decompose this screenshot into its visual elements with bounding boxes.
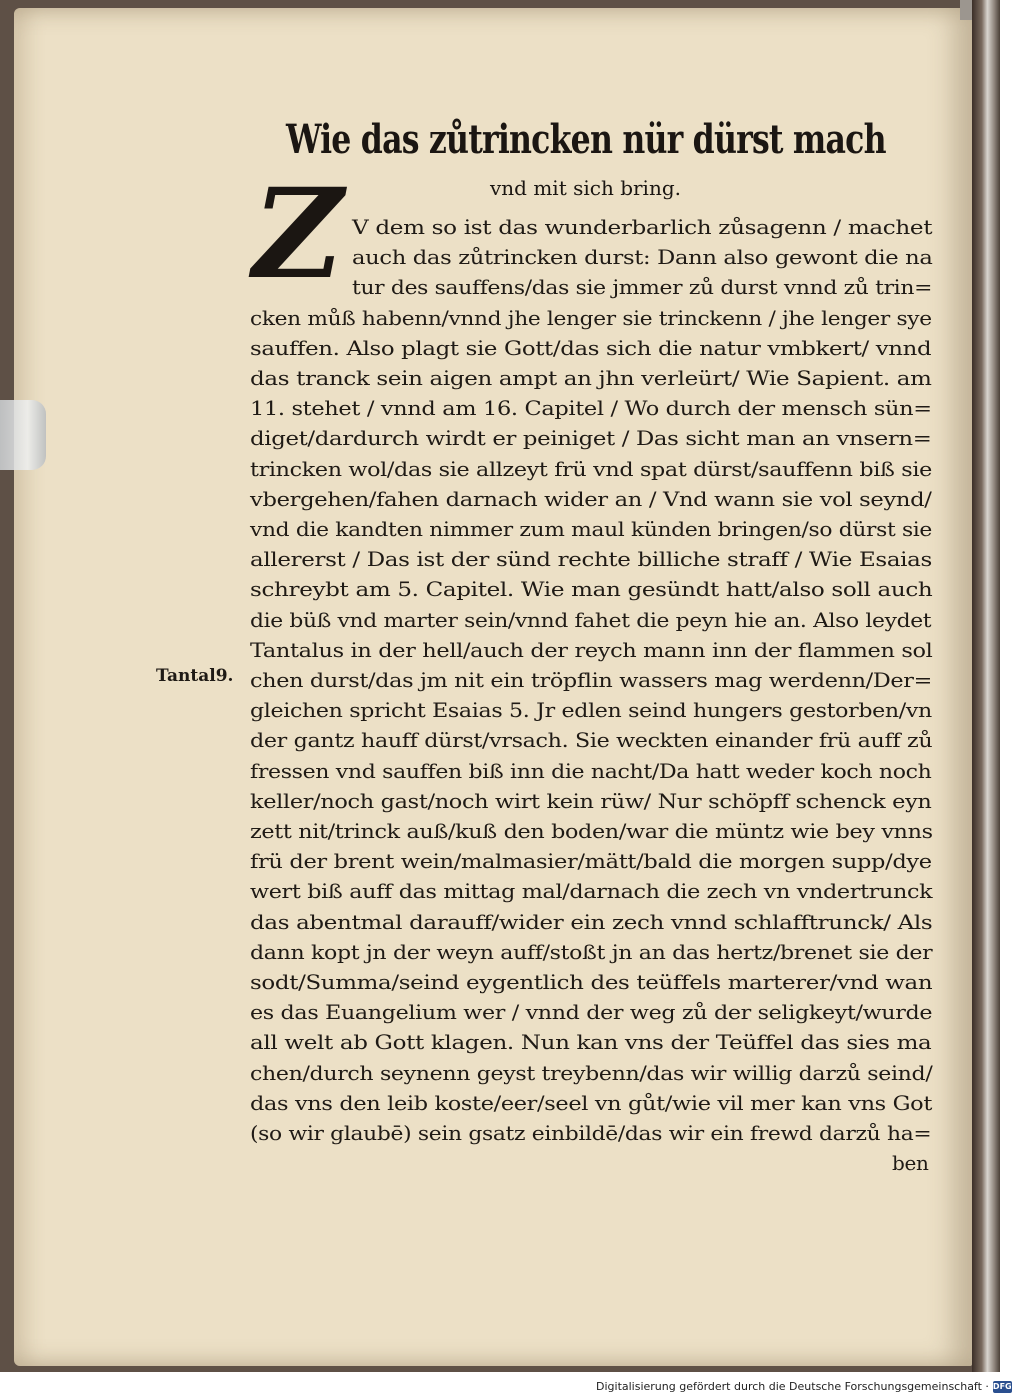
text-line: all welt ab Gott klagen. Nun kan vns der Teüffel das sies ma [250,1030,932,1055]
text-line: trincken wol/das sie allzeyt frü vnd spat dürst/sauffenn biß sie [250,456,932,481]
text-line: vnd die kandten nimmer zum maul künden bringen/so dürst sie [250,517,932,541]
text-line: cken můß habenn/vnnd jhe lenger sie trinckenn / jhe lenger sye [250,305,932,330]
text-line: tur des sauffens/das sie jmmer zů durst vnnd zů trin= [352,275,933,300]
text-line: ben [892,1151,929,1176]
text-line: dann kopt jn der weyn auff/stoßt jn an das hertz/brenet sie der [250,939,933,964]
text-line: allererst / Das ist der sünd rechte billiche straff / Wie Esaias [250,547,932,572]
text-line: das vns den leib koste/eer/seel vn gůt/wie vil mer kan vns Got [250,1090,932,1115]
decorated-initial: Z [252,162,344,307]
text-line: frü der brent wein/malmasier/mätt/bald die morgen supp/dye [250,849,932,874]
footer [596,1380,1012,1393]
text-line: das tranck sein aigen ampt an jhn verleürt/ Wie Sapient. am [250,366,932,390]
text-line: fressen vnd sauffen biß inn die nacht/Da hatt weder koch noch [250,758,932,783]
text-line: vbergehen/fahen darnach wider an / Vnd wann sie vol seynd/ [250,486,932,511]
text-line: das abentmal darauff/wider ein zech vnnd schlafftrunck/ Als [250,909,933,934]
text-line: zett nit/trinck auß/kuß den boden/war die müntz wie bey vnns [250,819,933,843]
text-line: chen durst/das jm nit ein tröpflin wassers mag werdenn/Der= [250,668,932,692]
text-line: wert biß auff das mittag mal/darnach die zech vn vndertrunck [250,879,933,904]
text-line: V dem so ist das wunderbarlich zůsagenn / machet [352,215,933,239]
text-line: es das Euangelium wer / vnnd der weg zů der seligkeyt/wurde [250,1000,933,1025]
text-line: der gantz hauff dürst/vrsach. Sie weckten einander frü auff zů [250,728,933,753]
text-line: gleichen spricht Esaias 5. Jr edlen seind hungers gestorben/vn [250,698,932,723]
marginal-note: Tantal9. [156,666,234,686]
text-line: auch das zůtrincken durst: Dann also gewont die na [352,245,933,270]
text-line: chen/durch seynenn geyst treybenn/das wir willig darzů seind/ [250,1060,933,1085]
text-line: Tantalus in der hell/auch der reych mann inn der flammen sol [250,637,933,662]
footer-text: Digitalisierung gefördert durch die Deutsche Forschungsgemeinschaft · [596,1380,989,1393]
text-line: 11. stehet / vnnd am 16. Capitel / Wo durch der mensch sün= [250,396,932,421]
text-line: schreybt am 5. Capitel. Wie man gesündt hatt/also soll auch [250,577,933,602]
text-line: sodt/Summa/seind eygentlich des teüffels marterer/vnd wan [250,970,933,994]
page-clip [0,400,46,470]
text-line: sauffen. Also plagt sie Gott/das sich die natur vmbkert/ vnnd [250,335,932,360]
page-title: Wie das zůtrincken nür dürst mach [286,116,886,163]
page-subtitle: vnd mit sich bring. [490,176,681,200]
text-line: diget/dardurch wirdt er peiniget / Das sicht man an vnsern= [250,426,932,451]
dfg-logo: DFG [992,1381,1012,1391]
text-line: die büß vnd marter sein/vnnd fahet die peyn hie an. Also leydet [250,607,932,632]
book-gutter [972,0,1000,1372]
text-line: (so wir glaubē) sein gsatz einbildē/das wir ein frewd darzů ha= [250,1121,932,1145]
text-line: keller/noch gast/noch wirt kein rüw/ Nur schöpff schenck eyn [250,788,932,813]
